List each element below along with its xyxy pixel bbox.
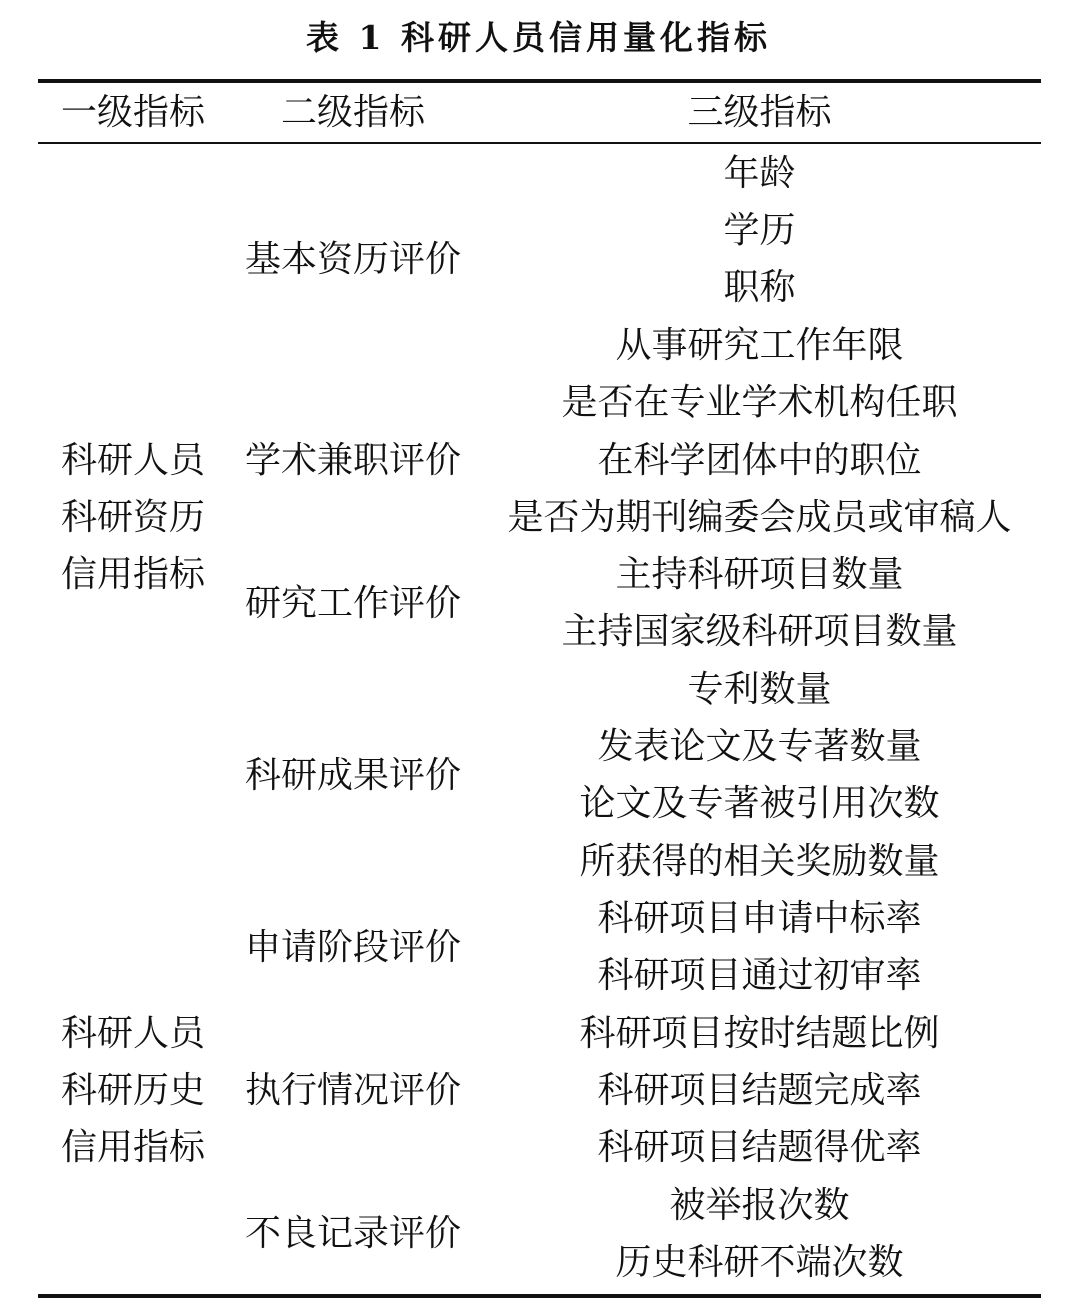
level1-line: 信用指标 [60, 554, 205, 595]
level3-cell: 科研项目结题得优率 [597, 1127, 922, 1168]
table-caption: 表 1 科研人员信用量化指标 [306, 18, 771, 57]
level1-line: 信用指标 [60, 1127, 205, 1168]
level2-cell: 不良记录评价 [244, 1213, 461, 1254]
level1-line: 科研资历 [60, 497, 205, 538]
level3-cell: 是否为期刊编委会成员或审稿人 [507, 497, 1012, 538]
level3-cell: 从事研究工作年限 [615, 325, 904, 366]
level1-cell-qualification [38, 432, 228, 603]
level1-line: 科研历史 [60, 1070, 205, 1111]
header-rule [38, 142, 1041, 144]
level3-cell: 主持科研项目数量 [615, 554, 904, 595]
level3-cell: 专利数量 [687, 669, 832, 710]
top-rule [38, 79, 1041, 83]
level3-cell: 所获得的相关奖励数量 [579, 841, 940, 882]
level3-cell: 学历 [723, 210, 796, 251]
level1-line: 科研人员 [60, 440, 205, 481]
header-level1: 一级指标 [60, 92, 205, 133]
level3-cell: 科研项目按时结题比例 [579, 1013, 940, 1054]
level2-cell: 申请阶段评价 [244, 927, 461, 968]
level3-cell: 科研项目通过初审率 [597, 955, 922, 996]
level3-cell: 职称 [723, 267, 796, 308]
bottom-rule [38, 1294, 1041, 1298]
level2-cell: 执行情况评价 [244, 1070, 461, 1111]
level3-cell: 是否在专业学术机构任职 [561, 382, 958, 423]
level3-cell: 在科学团体中的职位 [597, 440, 922, 481]
level3-cell: 发表论文及专著数量 [597, 726, 922, 767]
level1-cell-history [38, 1005, 228, 1176]
level2-cell: 学术兼职评价 [244, 440, 461, 481]
level3-cell: 科研项目结题完成率 [597, 1070, 922, 1111]
level3-cell: 被举报次数 [669, 1185, 850, 1226]
level3-cell: 论文及专著被引用次数 [579, 783, 940, 824]
header-level3: 三级指标 [687, 92, 832, 133]
level2-cell: 科研成果评价 [244, 755, 461, 796]
level3-cell: 年龄 [723, 153, 796, 194]
level3-cell: 主持国家级科研项目数量 [561, 611, 958, 652]
level3-cell: 科研项目申请中标率 [597, 898, 922, 939]
level2-cell: 基本资历评价 [244, 239, 461, 280]
level2-cell: 研究工作评价 [244, 583, 461, 624]
level3-cell: 历史科研不端次数 [615, 1242, 904, 1283]
level1-line: 科研人员 [60, 1013, 205, 1054]
header-level2: 二级指标 [280, 92, 425, 133]
